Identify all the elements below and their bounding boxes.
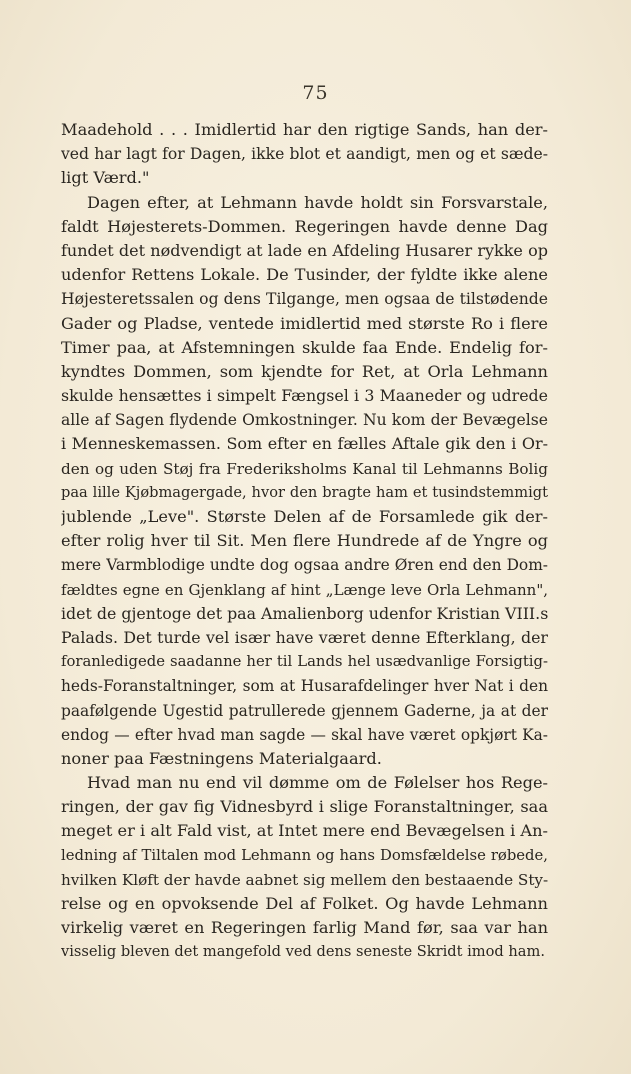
text-line: jublende „Leve". Største Delen af de Forsamlede gik der- bbox=[61, 507, 548, 526]
text-line: fundet det nødvendigt at lade en Afdeling Husarer rykke op bbox=[61, 240, 548, 260]
text-line: mere Varmblodige undte dog ogsaa andre Øren end den Dom- bbox=[61, 556, 548, 575]
text-line: Højesteretssalen og dens Tilgange, men ogsaa de tilstødende bbox=[61, 290, 548, 309]
text-line: kyndtes Dommen, som kjendte for Ret, at Orla Lehmann bbox=[61, 361, 548, 381]
text-line: meget er i alt Fald vist, at Intet mere end Bevægelsen i An- bbox=[61, 821, 548, 841]
text-line: Timer paa, at Afstemningen skulde faa Ende. Endelig for- bbox=[61, 337, 548, 357]
text-line: virkelig været en Regeringen farlig Mand før, saa var han bbox=[61, 918, 548, 938]
text-line: visselig bleven det mangefold ved dens seneste Skridt imod ham. bbox=[61, 943, 545, 961]
text-line: i Menneskemassen. Som efter en fælles Aftale gik den i Or- bbox=[61, 434, 548, 454]
text-line: ledning af Tiltalen mod Lehmann og hans Domsfældelse røbede, bbox=[61, 846, 548, 864]
text-line: Dagen efter, at Lehmann havde holdt sin Forsvarstale, bbox=[87, 192, 548, 212]
text-line: Gader og Pladse, ventede imidlertid med største Ro i flere bbox=[61, 313, 548, 333]
text-line: skulde hensættes i simpelt Fængsel i 3 Maaneder og udrede bbox=[61, 386, 548, 406]
text-line: efter rolig hver til Sit. Men flere Hundrede af de Yngre og bbox=[61, 531, 548, 551]
text-line: hvilken Kløft der havde aabnet sig mellem den bestaaende Sty- bbox=[61, 870, 548, 889]
text-line: ringen, der gav fig Vidnesbyrd i slige Foranstaltninger, saa bbox=[61, 797, 548, 817]
text-line: ligt Værd." bbox=[61, 168, 150, 188]
text-line: heds-Foranstaltninger, som at Husarafdelinger hver Nat i den bbox=[61, 677, 548, 696]
body-text bbox=[61, 118, 548, 965]
text-line: endog — efter hvad man sagde — skal have været opkjørt Ka- bbox=[61, 725, 548, 744]
text-line: Hvad man nu end vil dømme om de Følelser hos Rege- bbox=[87, 773, 548, 793]
page-number: 75 bbox=[302, 82, 329, 104]
text-line: relse og en opvoksende Del af Folket. Og havde Lehmann bbox=[61, 894, 548, 913]
text-line: den og uden Støj fra Frederiksholms Kanal til Lehmanns Bolig bbox=[61, 459, 548, 478]
text-line: Palads. Det turde vel især have været denne Efterklang, der bbox=[61, 627, 548, 647]
text-line: paa lille Kjøbmagergade, hvor den bragte ham et tusindstemmigt bbox=[61, 483, 548, 501]
text-line: paafølgende Ugestid patrullerede gjennem Gaderne, ja at der bbox=[61, 701, 548, 720]
text-line: ved har lagt for Dagen, ikke blot et aandigt, men og et sæde- bbox=[61, 145, 548, 164]
text-line: Maadehold . . . Imidlertid har den rigtige Sands, han der- bbox=[61, 120, 548, 139]
text-line: udenfor Rettens Lokale. De Tusinder, der fyldte ikke alene bbox=[61, 265, 548, 285]
text-line: noner paa Fæstningens Materialgaard. bbox=[61, 748, 382, 768]
text-line: idet de gjentoge det paa Amalienborg udenfor Kristian VIII.s bbox=[61, 603, 548, 623]
text-line: fældtes egne en Gjenklang af hint „Længe leve Orla Lehmann", bbox=[61, 580, 548, 599]
text-line: foranledigede saadanne her til Lands hel usædvanlige Forsigtig- bbox=[61, 653, 548, 671]
text-line: alle af Sagen flydende Omkostninger. Nu kom der Bevægelse bbox=[61, 411, 548, 430]
text-line: faldt Højesterets-Dommen. Regeringen havde denne Dag bbox=[61, 216, 548, 236]
